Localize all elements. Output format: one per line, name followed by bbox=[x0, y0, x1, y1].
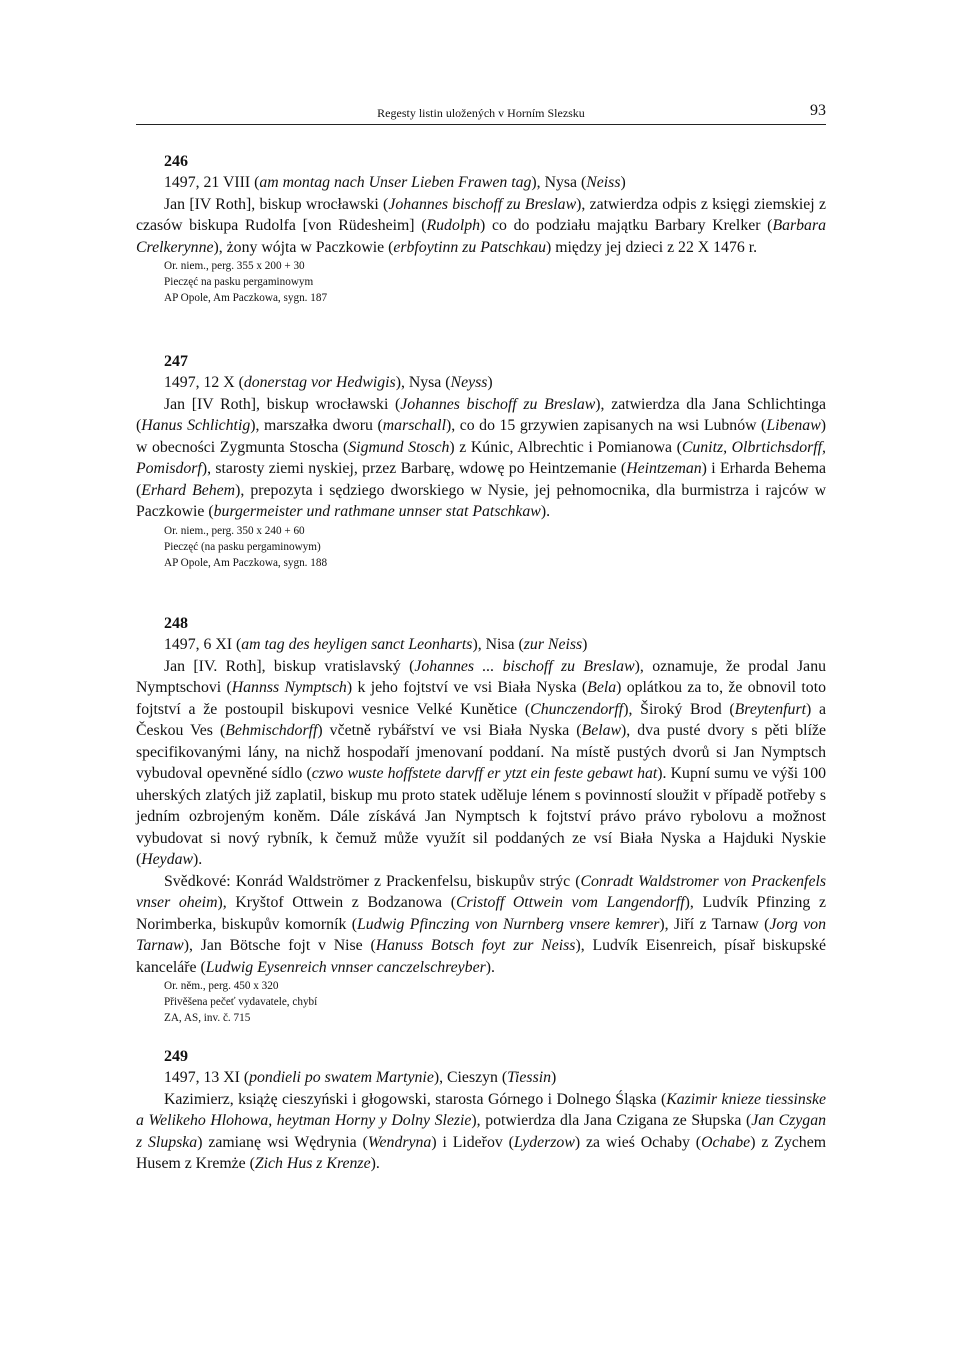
original-wording: Tiessin bbox=[507, 1069, 552, 1086]
text-run: ), Kryštof Ottwein z Bodzanowa ( bbox=[217, 894, 456, 911]
text-run: ) zamianę wsi Wędrynia ( bbox=[197, 1133, 368, 1151]
archival-note: Or. niem., perg. 350 x 240 + 60 bbox=[164, 524, 305, 537]
entry-number: 249 bbox=[164, 1048, 188, 1065]
original-wording: erbfoytinn zu Patschkau bbox=[393, 238, 547, 256]
original-wording: Rudolph bbox=[426, 217, 481, 234]
original-wording: Johannes bischoff zu Breslaw bbox=[388, 195, 577, 213]
running-title: Regesty listin uložených v Horním Slezsku bbox=[377, 106, 585, 120]
original-wording: Johannes bischoff zu Breslaw bbox=[400, 395, 596, 413]
original-wording: Wendryna bbox=[367, 1133, 432, 1151]
text-run: ). Kupní sumu ve výši 100 uherských zlatých již zaplatil, biskup mu proto statek uděluje lénem s povinností sloužit v případě potřeby s jedním ozbrojeným koněm. Dále získává Jan Nymptsch k fojtství právo právo rybolovu a možnost vybudovat si nový rybník, k čemuž může využít sil poddaných ze vsí Biała Nyska a Hajduki Nyskie ( bbox=[136, 765, 826, 868]
text-run: 1497, 21 VIII ( bbox=[164, 174, 260, 191]
original-wording: Jan Czygan z Slupska bbox=[136, 1112, 827, 1151]
original-wording: Johannes ... bischoff zu Breslaw bbox=[414, 657, 635, 675]
original-wording: Ludwig Pfinczing von Nurnberg vnsere kemrer bbox=[357, 915, 660, 933]
entry-number: 246 bbox=[164, 153, 188, 170]
regest-paragraph bbox=[136, 871, 826, 979]
original-wording: am tag des heyligen sanct Leonharts bbox=[241, 636, 473, 653]
text-run: ), marszałka dworu ( bbox=[250, 417, 383, 434]
regest-paragraph bbox=[136, 194, 826, 259]
archival-note: Přivěšena pečeť vydavatele, chybí bbox=[164, 996, 318, 1008]
text-run: ), dva pusté dvory s pěti blíže specifikovanými lány, na nichž hospodaří jmenovaní poddaní. Na místě pustých dvorů si Jan Nymptsch vybudoval opevněné sídlo ( bbox=[136, 722, 826, 782]
original-wording: Barbara Crelkerynne bbox=[136, 217, 826, 256]
date-place-line bbox=[136, 172, 826, 194]
archival-note: ZA, AS, inv. č. 715 bbox=[164, 1012, 251, 1024]
text-run: Jan [IV. Roth], biskup vratislavský ( bbox=[164, 657, 415, 675]
text-run: ). bbox=[485, 958, 495, 976]
text-run: ), żony wójta w Paczkowie ( bbox=[213, 238, 394, 256]
text-run: ). bbox=[540, 503, 551, 520]
archival-note: Or. niem., perg. 355 x 200 + 30 bbox=[164, 260, 305, 272]
original-wording: Sigmund Stosch bbox=[348, 438, 450, 456]
archival-note: AP Opole, Am Paczkowa, sygn. 188 bbox=[164, 556, 328, 569]
text-run: ) k jeho fojtství ve vsi Biała Nyska ( bbox=[346, 679, 588, 696]
text-run: ) včetně rybářství ve vsi Biała Nyska ( bbox=[317, 722, 582, 739]
original-wording: Neiss bbox=[586, 174, 621, 191]
page-header bbox=[136, 102, 826, 125]
original-wording: am montag nach Unser Lieben Frawen tag bbox=[259, 174, 532, 191]
text-run: ), co do 15 grzywien zapisanych na wsi Lubnów ( bbox=[445, 417, 767, 434]
text-run: 1497, 13 XI ( bbox=[164, 1069, 250, 1086]
text-run: ) bbox=[487, 374, 493, 391]
archival-note: Or. něm., perg. 450 x 320 bbox=[164, 980, 279, 992]
regest-entry-248 bbox=[136, 614, 826, 1026]
text-run: ) a Českou Ves ( bbox=[136, 700, 826, 739]
date-place-line bbox=[136, 634, 826, 656]
text-run: Kazimierz, książę cieszyński i głogowski, starosta Górnego i Dolnego Śląska ( bbox=[164, 1090, 667, 1108]
text-run: ), Široký Brod ( bbox=[623, 700, 735, 718]
text-run: Svědkové: Konrád Waldströmer z Prackenfelsu, biskupův strýc ( bbox=[164, 872, 581, 890]
original-wording: Breytenfurt bbox=[734, 700, 806, 718]
text-run: ), zatwierdza dla Jana Schlichtinga ( bbox=[136, 395, 827, 434]
text-run: ), starosty ziemi nyskiej, przez Barbarę, wdowę po Heintzemanie ( bbox=[201, 460, 627, 477]
archival-note: Pieczęć (na pasku pergaminowym) bbox=[164, 540, 321, 553]
text-run: ) bbox=[551, 1069, 557, 1086]
text-run: ), prepozyta i sędziego dworskiego w Nysie, jej pełnomocnika, dla burmistrza i rajców w Paczkowie ( bbox=[136, 481, 826, 520]
regest-paragraph bbox=[136, 1089, 826, 1175]
original-wording: Heintzeman bbox=[626, 460, 702, 477]
original-wording: Cristoff Ottwein vom Langendorff bbox=[455, 894, 685, 911]
original-wording: Chunczendorff bbox=[530, 700, 624, 718]
original-wording: Belaw bbox=[581, 722, 622, 739]
original-wording: Libenaw bbox=[766, 417, 821, 434]
text-run: ), Cieszyn ( bbox=[433, 1069, 508, 1086]
regest-entry-247 bbox=[136, 352, 826, 571]
original-wording: Neyss bbox=[450, 374, 488, 391]
date-place-line bbox=[136, 372, 826, 394]
text-run: 1497, 6 XI ( bbox=[164, 636, 242, 653]
original-wording: Bela bbox=[587, 679, 617, 696]
text-run: ) oplátkou za to, že obnovil toto fojtství a že postoupil biskupovi vesnice Velké Kunětice ( bbox=[136, 679, 826, 718]
text-run: ). bbox=[193, 851, 203, 868]
original-wording: Hanus Schlichtig bbox=[141, 417, 251, 434]
page-number: 93 bbox=[810, 102, 826, 119]
text-run: Jan [IV Roth], biskup wrocławski ( bbox=[164, 195, 389, 213]
text-run: ), Jiří z Tarnaw ( bbox=[659, 915, 770, 933]
text-run: ), Nysa ( bbox=[531, 174, 587, 191]
text-run: ) bbox=[620, 174, 626, 191]
original-wording: Cunitz, Olbrtichsdorff, Pomisdorf bbox=[136, 438, 826, 477]
regest-entry-249 bbox=[136, 1047, 826, 1175]
regest-paragraph bbox=[136, 656, 826, 871]
entry-number: 248 bbox=[164, 615, 188, 632]
archival-note: Pieczęć na pasku pergaminowym bbox=[164, 276, 314, 288]
text-run: ) z Kúnic, Albrechtic i Pomianowa ( bbox=[449, 438, 682, 456]
original-wording: Hanuss Botsch foyt zur Neiss bbox=[375, 937, 576, 954]
entry-number: 247 bbox=[164, 353, 188, 370]
text-run: ) z Zychem Husem z Kremże ( bbox=[136, 1133, 827, 1172]
text-run: 1497, 12 X ( bbox=[164, 374, 244, 391]
archival-note: AP Opole, Am Paczkowa, sygn. 187 bbox=[164, 292, 328, 304]
original-wording: Kazimir knieze tiessinske a Welikeho Hlohowa, heytman Horny y Dolny Slezie bbox=[136, 1090, 826, 1129]
text-run: ) między jej dzieci z 22 X 1476 r. bbox=[546, 238, 758, 256]
original-wording: Zich Hus z Krenze bbox=[254, 1155, 371, 1172]
original-wording: Heydaw bbox=[141, 851, 194, 868]
original-wording: Lyderzow bbox=[513, 1133, 575, 1151]
original-wording: pondieli po swatem Martynie bbox=[249, 1069, 434, 1086]
text-run: ), Jan Bötsche fojt v Nise ( bbox=[183, 937, 376, 954]
original-wording: czwo wuste hoffstete darvff er ytzt ein feste gebawt hat bbox=[311, 765, 658, 782]
original-wording: Ludwig Eysenreich vnnser canczelschreyber bbox=[205, 958, 486, 976]
text-run: ), Ludvík Eisenreich, písař biskupské kanceláře ( bbox=[136, 937, 826, 976]
text-run: ) i Erharda Behema ( bbox=[136, 460, 827, 499]
text-run: ) bbox=[582, 636, 588, 653]
text-run: ), Ludvík Pfinzing z Norimberka, biskupův komorník ( bbox=[136, 894, 826, 933]
original-wording: burgermeister und rathmane unnser stat Patschkaw bbox=[213, 503, 541, 520]
regest-paragraph bbox=[136, 394, 826, 523]
original-wording: Hannss Nymptsch bbox=[231, 679, 347, 696]
original-wording: Conradt Waldstromer von Prackenfels vnser oheim bbox=[136, 872, 826, 911]
original-wording: donerstag vor Hedwigis bbox=[243, 374, 396, 391]
text-run: ), Nysa ( bbox=[395, 374, 451, 391]
original-wording: Jorg von Tarnaw bbox=[136, 915, 826, 954]
original-wording: Ochabe bbox=[701, 1133, 751, 1151]
original-wording: Erhard Behem bbox=[141, 481, 236, 499]
original-wording: marschall bbox=[382, 417, 446, 434]
text-run: ) za wieś Ochaby ( bbox=[574, 1133, 702, 1151]
text-run: ). bbox=[370, 1155, 380, 1172]
text-run: ), potwierdza dla Jana Czigana ze Słupska ( bbox=[471, 1112, 752, 1129]
date-place-line bbox=[136, 1067, 826, 1089]
text-run: ), Nisa ( bbox=[472, 636, 524, 653]
text-run: Jan [IV Roth], biskup wrocławski ( bbox=[164, 395, 401, 413]
text-run: ) co do podziału majątku Barbary Krelker ( bbox=[480, 217, 773, 234]
regest-entry-246 bbox=[136, 152, 826, 306]
text-run: ) i Lideřov ( bbox=[431, 1133, 514, 1151]
text-run: ) w obecności Zygmunta Stoscha ( bbox=[136, 417, 827, 456]
original-wording: zur Neiss bbox=[523, 636, 583, 653]
text-run: ), zatwierdza odpis z księgi ziemskiej z czasów biskupa Rudolfa [von Rüdesheim] ( bbox=[136, 195, 826, 234]
original-wording: Behmischdorff bbox=[225, 722, 318, 739]
text-run: ), oznamuje, že prodal Janu Nymptschovi ( bbox=[136, 657, 826, 696]
